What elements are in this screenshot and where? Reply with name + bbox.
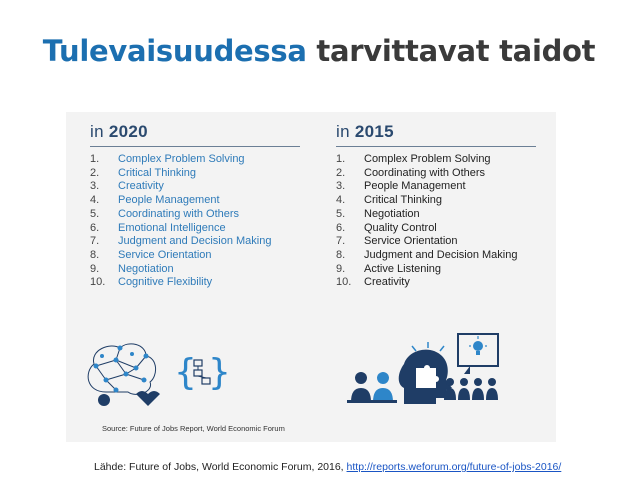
skill-rank: 5.	[336, 207, 346, 220]
skill-item	[336, 167, 536, 181]
skill-rank: 10.	[336, 276, 352, 289]
skill-rank: 9.	[336, 262, 346, 275]
citation-text: Lähde: Future of Jobs, World Economic Forum, 2016,	[94, 461, 344, 473]
skill-rank: 7.	[336, 235, 346, 248]
skill-name: Judgment and Decision Making	[118, 235, 272, 248]
svg-text:}: }	[208, 352, 231, 393]
head-puzzle-icon	[399, 342, 452, 404]
skill-rank: 5.	[90, 207, 100, 220]
svg-text:{: {	[174, 352, 197, 393]
skills-list-2020	[90, 153, 300, 290]
skill-rank: 8.	[90, 248, 100, 261]
skill-item	[90, 180, 300, 194]
meeting-people-icon	[347, 372, 397, 403]
skill-item	[90, 276, 300, 290]
skill-item	[336, 263, 536, 277]
skill-name: Active Listening	[364, 262, 442, 275]
heading-year: 2020	[108, 122, 148, 141]
skill-item	[90, 222, 300, 236]
skill-item	[336, 180, 536, 194]
skill-rank: 4.	[336, 194, 346, 207]
skill-rank: 1.	[336, 153, 346, 165]
skill-rank: 3.	[90, 180, 100, 193]
skill-item	[90, 153, 300, 167]
heading-prefix: in	[336, 122, 350, 141]
skill-name: Critical Thinking	[364, 194, 443, 207]
skill-item	[90, 249, 300, 263]
column-heading-2015	[336, 122, 536, 147]
column-2015	[336, 122, 536, 290]
skill-item	[90, 208, 300, 222]
figure-source: Source: Future of Jobs Report, World Economic Forum	[102, 424, 285, 433]
skill-rank: 1.	[90, 153, 100, 165]
brain-network-icon	[88, 344, 160, 406]
skill-name: Service Orientation	[364, 235, 458, 248]
skills-figure	[66, 112, 556, 442]
column-heading-2020	[90, 122, 300, 147]
title-rest: tarvittavat taidot	[316, 34, 596, 68]
citation-link[interactable]: http://reports.weforum.org/future-of-jobs-2016/	[346, 461, 562, 473]
skill-name: Negotiation	[364, 207, 420, 220]
skill-rank: 2.	[90, 166, 100, 179]
skill-name: Creativity	[364, 276, 410, 289]
title-highlight: Tulevaisuudessa	[42, 34, 307, 68]
skill-name: Quality Control	[364, 221, 437, 234]
skill-name: Creativity	[118, 180, 164, 193]
skill-item	[336, 249, 536, 263]
skill-rank: 6.	[90, 221, 100, 234]
flowchart-braces-icon	[174, 352, 231, 393]
skill-item	[336, 208, 536, 222]
skill-item	[336, 222, 536, 236]
skills-list-2015	[336, 153, 536, 290]
skill-name: Complex Problem Solving	[118, 153, 245, 165]
skill-name: Cognitive Flexibility	[118, 276, 213, 289]
skill-item	[336, 153, 536, 167]
skill-name: Emotional Intelligence	[118, 221, 226, 234]
skill-rank: 10.	[90, 276, 106, 289]
column-2020	[90, 122, 300, 290]
skill-name: Service Orientation	[118, 248, 212, 261]
heading-prefix: in	[90, 122, 104, 141]
footer-citation	[94, 461, 561, 473]
skill-rank: 9.	[90, 262, 100, 275]
skill-name: Coordinating with Others	[118, 207, 240, 220]
illustration-icons	[66, 332, 556, 412]
skill-name: Coordinating with Others	[364, 166, 486, 179]
skill-item	[90, 235, 300, 249]
skill-rank: 3.	[336, 180, 346, 193]
slide-title	[0, 34, 638, 68]
skill-name: Negotiation	[118, 262, 174, 275]
skill-name: Critical Thinking	[118, 166, 197, 179]
skill-rank: 6.	[336, 221, 346, 234]
skill-item	[336, 194, 536, 208]
presentation-audience-icon	[444, 334, 498, 400]
skill-name: Complex Problem Solving	[364, 153, 491, 165]
skill-name: People Management	[118, 194, 220, 207]
skill-name: Judgment and Decision Making	[364, 248, 518, 261]
skill-item	[90, 167, 300, 181]
skill-name: People Management	[364, 180, 466, 193]
skill-item	[336, 235, 536, 249]
skill-item	[90, 263, 300, 277]
heading-year: 2015	[354, 122, 394, 141]
skill-rank: 4.	[90, 194, 100, 207]
skill-item	[336, 276, 536, 290]
skill-rank: 7.	[90, 235, 100, 248]
skill-rank: 2.	[336, 166, 346, 179]
skill-item	[90, 194, 300, 208]
skill-rank: 8.	[336, 248, 346, 261]
